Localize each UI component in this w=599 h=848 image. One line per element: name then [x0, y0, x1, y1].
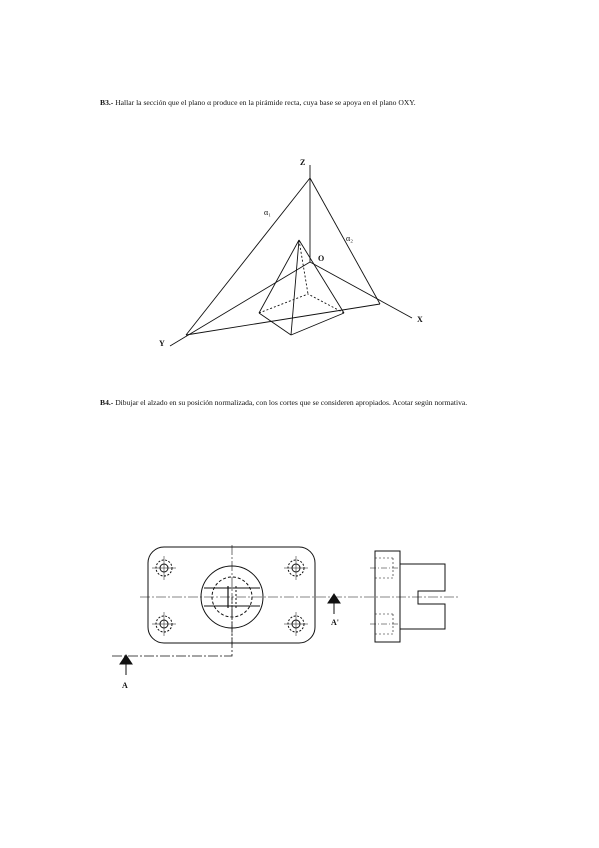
corner-hole-bl — [152, 612, 176, 636]
problem-b4-text: Dibujar el alzado en su posición normalizada, con los cortes que se consideren apropiados. Acotar según normativa. — [115, 398, 468, 407]
problem-b4-number: B4.- — [100, 398, 114, 407]
b4-plan-view — [112, 545, 458, 690]
trace-oxy — [186, 304, 380, 335]
label-section-a: A — [122, 681, 128, 690]
section-arrow-a-prime — [328, 594, 340, 603]
label-alpha1: α₁ — [264, 208, 271, 217]
label-x: X — [417, 315, 423, 324]
pyramid — [259, 240, 344, 335]
label-z: Z — [300, 158, 306, 167]
b4-side-view — [370, 551, 445, 642]
label-o: O — [318, 254, 325, 263]
side-slotted-block — [400, 564, 445, 629]
plate-outline — [148, 547, 315, 643]
corner-hole-tl — [152, 556, 176, 580]
side-base — [375, 551, 400, 642]
corner-hole-br — [284, 612, 308, 636]
label-section-a-prime: A' — [331, 618, 339, 627]
corner-hole-tr — [284, 556, 308, 580]
trace-alpha-2 — [310, 178, 380, 304]
problem-b3-number: B3.- — [100, 98, 114, 107]
trace-alpha-1 — [186, 178, 310, 335]
problem-b3-text: Hallar la sección que el plano α produce en la pirámide recta, cuya base se apoya en el plano OXY. — [115, 98, 416, 107]
b3-figure — [159, 158, 423, 348]
label-alpha2: α₂ — [346, 234, 353, 243]
label-y: Y — [159, 339, 165, 348]
